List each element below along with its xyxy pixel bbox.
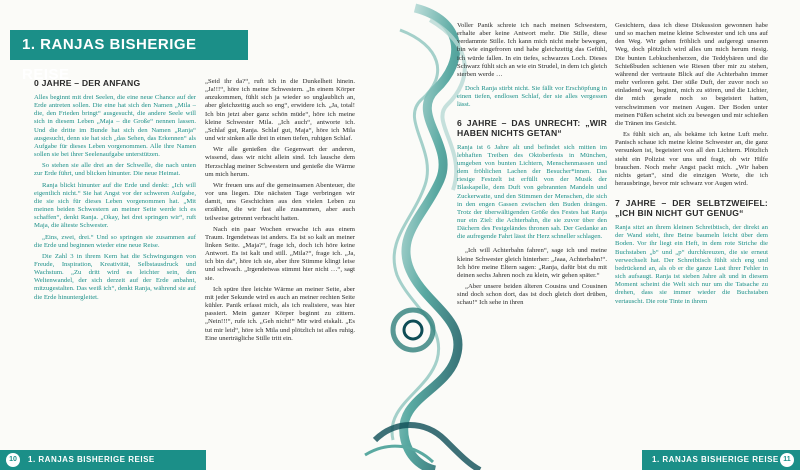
paragraph: Ranja sitzt an ihrem kleinen Schreibtisch, der direkt an der Wand steht, ihre Beine baumeln leicht über dem Boden. Vor ihr liegt ein Heft, in dem rote Striche die Buchstaben „b“ und „p“ durchkreuzen, die sie erneut verwechselt hat. Der Schreibtisch fühlt sich eng und bedrückend an, als ob er die ganze Last ihrer Fehler in sich aufsaugt. Ranja ist sieben Jahre alt und in diesem Moment scheint die Welt sich nur um die Tatsache zu drehen, dass sie immer wieder die Buchstaben vertauscht. Die rote Tinte in ihrem — [615, 224, 768, 305]
left-column-2 — [205, 78, 355, 346]
paragraph: Doch Ranja stirbt nicht. Sie fällt vor Erschöpfung in einen tiefen, endlosen Schlaf, der sie alles vergessen lässt. — [457, 85, 607, 109]
paragraph: Wir freuen uns auf die gemeinsamen Abenteuer, die vor uns liegen. Die nächsten Tage verbringen wir damit, uns Geschichten aus den vielen Leben zu erzählen, die wir fast alle zusammen, aber auch teilweise getrennt verbracht hatten. — [205, 181, 355, 222]
section-heading: 6 JAHRE – DAS UNRECHT: „WIR HABEN NICHTS GETAN“ — [457, 117, 607, 138]
chapter-title-banner: 1. RANJAS BISHERIGE REISE — [10, 30, 248, 60]
right-footer-bar — [642, 450, 800, 470]
paragraph: So stehen sie alle drei an der Schwelle, die nach unten zur Erde führt, und blicken hinunter. Die neue Heimat. — [34, 162, 196, 178]
paragraph: Alles beginnt mit drei Seelen, die eine neue Chance auf der Erde antreten sollen. Die eine hat sich den Namen „Mila – die, den Frieden bringt“ ausgesucht, die andere Seele will sich in diesem Leben „Maja – die Große“ nennen lassen. Und die dritte im Bunde hat sich den Namen „Ranja“ ausgesucht, denn sie hat sich „das Sehen, das Erkennen“ als Aufgabe für dieses Leben vorgenommen. Alle ihre Namen sollen sie bei ihrer Seelenaufgabe unterstützen. — [34, 94, 196, 159]
right-page — [400, 0, 800, 470]
paragraph: Ranja blickt hinunter auf die Erde und denkt: „Ich will eigentlich nicht.“ Sie hat Angst vor der schweren Aufgabe, die sie sich für dieses Leben vorgenommen hat. „Mit meinen beiden Schwestern an meiner Seite werde ich es schaffen“, denkt Ranja. „Okay, hei drei springen wir“, ruft Maja, die älteste Schwester. — [34, 181, 196, 230]
paragraph: „Aber unsere beiden älteren Cousins und Cousinen sind doch schon dort, das ist doch gleich dort drüben, schau!“ Ich sehe in ihren — [457, 283, 607, 307]
section-heading: 7 JAHRE – DER SELBTZWEIFEL: „ICH BIN NICHT GUT GENUG“ — [615, 198, 768, 219]
section-heading: 0 JAHRE – DER ANFANG — [34, 78, 141, 88]
page-number: 11 — [780, 453, 794, 467]
paragraph: Voller Panik schreie ich nach meinen Schwestern, erhalte aber keine Antwort mehr. Die Stille, diese verdammte Stille. Ich kann mich nicht mehr bewegen, bin wie eingefroren und habe gleichzeitig das Gefühl, ich würde fallen. In ein tiefes, schwarzes Loch. Dieses Schwarz fühlt sich an wie ein Strudel, in dem ich gleich sterben werde … — [457, 22, 607, 78]
right-column-1 — [457, 22, 607, 311]
left-column-1 — [34, 78, 196, 305]
paragraph: Die Zahl 3 in ihrem Kern hat die Schwingungen von Freude, Inspiration, Kreativität, Selbstausdruck und Wachstum. „Zu dritt wird es leichter sein, den Weltenwandel, der sich derzeit auf der Erde anbahnt, mitzugestalten. Das weiß ich“, denkt Ranja, während sie auf die Erde hinuntergleitet. — [34, 252, 196, 301]
paragraph: Wir alle genießen die Gegenwart der anderen, wissend, dass wir nicht allein sind. Ich lausche dem Herzschlag meiner Schwestern und genieße die Wärme um mich herum. — [205, 146, 355, 178]
running-title: 1. RANJAS BISHERIGE REISE — [652, 455, 779, 464]
paragraph: „Seid ihr da?“, ruft ich in die Dunkelheit hinein. „Ja!!!“, höre ich meine Schwestern. „In einem Körper anzukommen, fühlt sich ja wieder so unglaublich an, aber gleichzeitig auch so eng“, erwidere ich. „Ja, total! Ich bin jetzt aber ganz schön müde“, höre ich meine kleine Schwester Mila. „Ich auch“, antworte ich. „Schlaf gut, Ranja. Schlaf gut, Maja“, höre ich Mila und wir sinken alle drei in einen tiefen, ruhigen Schlaf. — [205, 78, 355, 143]
paragraph: „Ich will Achterbahn fahren“, sage ich und meine kleine Schwester gleich hinterher: „Jaaa, Achterbahn!“. Ich höre meine Eltern sagen: „Ranja, dafür bist du mit deinen sechs Jahren noch zu klein, wir gehen später.“ — [457, 247, 607, 279]
paragraph: „Eins, zwei, drei.“ Und so springen sie zusammen auf die Erde und beginnen wieder eine neue Reise. — [34, 233, 196, 249]
paragraph: Es fühlt sich an, als bekäme ich keine Luft mehr. Panisch schaue ich meine kleine Schwester an, die ganz versunken ist, begeistert von all den Lichtern. Plötzlich steht ein Polizist vor uns und fragt, ob wir Hilfe brauchen. Noch mehr Angst packt mich. „Wir haben nichts getan“, sind die einzigen Worte, die ich herausbringe, bevor mir schwarz vor Augen wird. — [615, 131, 768, 187]
paragraph: Ich spüre ihre leichte Wärme an meiner Seite, aber mit jeder Sekunde wird es auch an meiner rechten Seite kühler. Panik erfasst mich, als ich realisiere, was hier passiert. Mein ganzer Körper beginnt zu zittern. „Nein!!!“, rufe ich. „Geh nicht!“ Mir wird eiskalt. „Es tut mir leid“, höre ich Mila und plötzlich ist alles ruhig. Eine unerträgliche Stille tritt ein. — [205, 285, 355, 342]
paragraph: Gesichtern, dass ich diese Diskussion gewonnen habe und so machen meine kleine Schwester und ich uns auf den Weg. Wir gehen fröhlich und aufgeregt unseren Weg, doch plötzlich wird alles um mich herum riesig. Die bunten Lebkuchenherzen, die Teddybären und die Schießbuden schienen wie Riesen über mir zu stehen, während der vertraute Blick auf die Achterbahn immer mehr verloren geht. Der süße Duft, der zuvor noch so einladend war, beginnt, mich zu stören, und die Lichter, die mich gerade noch so begeistert hatten, verschwimmen vor meinen Augen. Der Boden unter meinen Füßen scheint sich zu bewegen und mir schießen die Tränen ins Gesicht. — [615, 22, 768, 127]
left-footer-bar — [0, 450, 206, 470]
running-title: 1. RANJAS BISHERIGE REISE — [28, 455, 155, 464]
paragraph: Nach ein paar Wochen erwache ich aus einem Traum. Irgendetwas ist anders. Es ist so kalt an meiner linken Seite. „Maja?“, frage ich, doch ich höre keine Antwort. Es ist kalt und still. „Mila?“, frage ich. „Ja, ich bin da“, höre ich sie, aber ihre Stimme klingt leise und schwach. „Irgendetwas stimmt hier nicht …“, sagt sie. — [205, 225, 355, 282]
page-number: 10 — [6, 453, 20, 467]
right-column-2 — [615, 22, 768, 309]
paragraph: Ranja ist 6 Jahre alt und befindet sich mitten im lebhaften Treiben des Oktoberfests in München, umgeben von bunten Lichtern, Menschenmassen und dem fröhlichen Lachen der Besucher*innen. Das riesige Festzelt ist erfüllt von der Musik der Blaskapelle, dem Duft von gebrannten Mandeln und Zuckerwatte, und den Stimmen der Menschen, die sich in den engen Gassen zwischen den Buden drängen. Trotz der überwältigenden Größe des Festes hat Ranja nur ein Ziel: die Achterbahn, die sie zuvor über den Dächern des Festgeländes thronen sah. Der Gedanke an die aufregende Fahrt lässt ihr Herz schneller schlagen. — [457, 143, 607, 241]
